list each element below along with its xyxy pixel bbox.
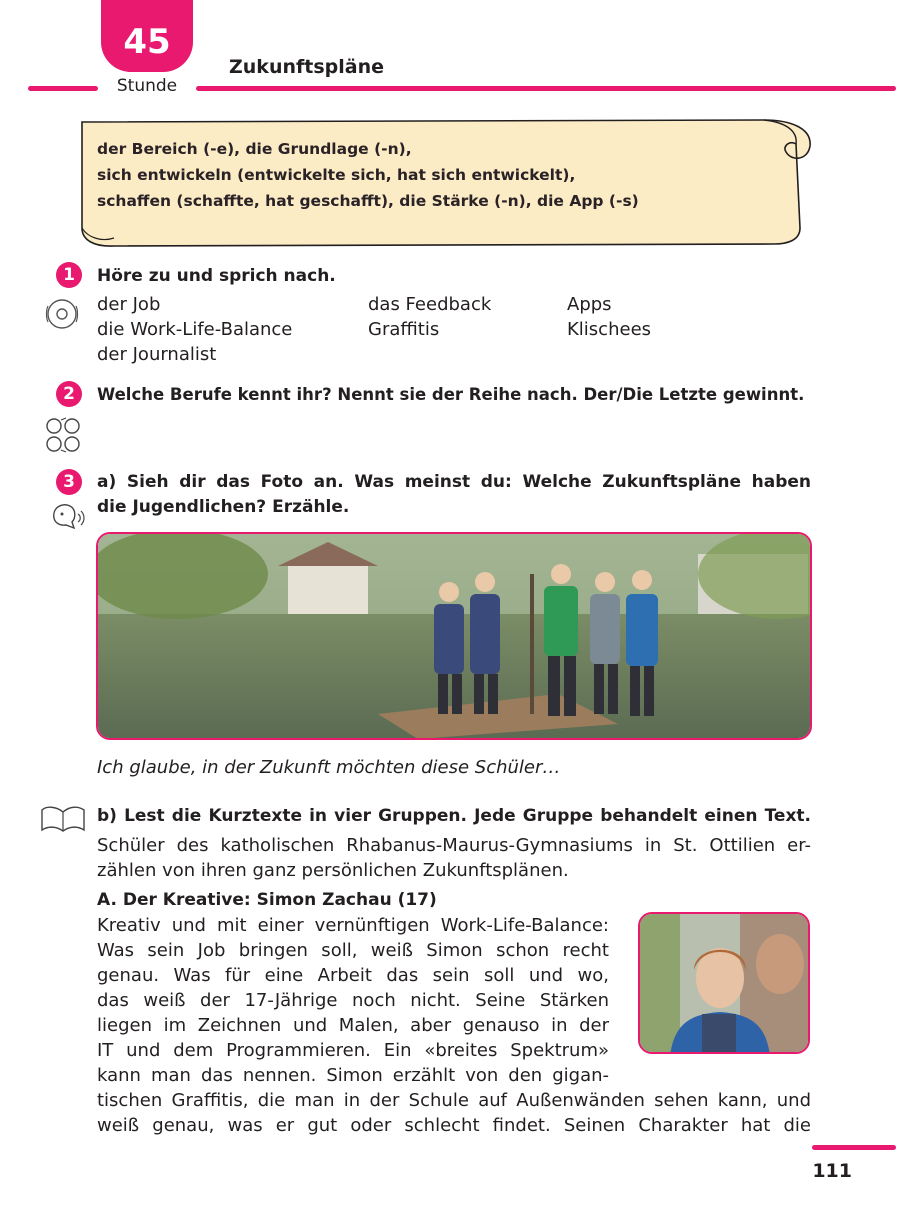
lesson-word: Stunde [116, 76, 178, 96]
audio-disc-icon [44, 296, 80, 332]
page-number: 111 [812, 1160, 852, 1182]
text-a-line-2: Was sein Job bringen soll, weiß Simon schon recht [97, 940, 609, 961]
exercise-3b-instruction: b) Lest die Kurztexte in vier Gruppen. Jede Gruppe behandelt einen Text. [97, 806, 811, 826]
word-3-1: der Journalist [97, 344, 217, 365]
exercise-1-instruction: Höre zu und sprich nach. [97, 266, 336, 286]
text-a-line-6: IT und dem Programmieren. Ein «breites Spektrum» [97, 1040, 609, 1061]
exercise-3a-line-1: a) Sieh dir das Foto an. Was meinst du: Welche Zukunftspläne haben [97, 472, 811, 492]
text-a-line-1: Kreativ und mit einer vernünftigen Work-Life-Balance: [97, 915, 609, 936]
text-a-line-9: weiß genau, was er gut oder schlecht findet. Seinen Charakter hat die [97, 1115, 811, 1136]
intro-line-1: Schüler des katholischen Rhabanus-Maurus-Gymnasiums in St. Ottilien er- [97, 835, 811, 856]
exercise-2-number: 2 [56, 381, 82, 407]
text-a-line-8: tischen Graffitis, die man in der Schule auf Außenwänden sehen kann, und [97, 1090, 811, 1111]
speaking-icon [48, 500, 86, 532]
text-a-heading: A. Der Kreative: Simon Zachau (17) [97, 890, 437, 910]
exercise-3a-line-2: die Jugendlichen? Erzähle. [97, 497, 350, 517]
exercise-1-number: 1 [56, 262, 82, 288]
word-2-2: Graffitis [368, 319, 440, 340]
word-1-3: Apps [567, 294, 612, 315]
word-1-2: das Feedback [368, 294, 492, 315]
footer-rule [812, 1145, 896, 1150]
simon-portrait-image [640, 914, 810, 1054]
group-talk-icon [42, 414, 84, 454]
word-2-1: die Work-Life-Balance [97, 319, 293, 340]
vocab-line-1: der Bereich (-e), die Grundlage (-n), [97, 140, 412, 158]
word-1-1: der Job [97, 294, 161, 315]
text-a-line-4: das weiß der 17-Jährige noch nicht. Seine Stärken [97, 990, 609, 1011]
vocab-line-2: sich entwickeln (entwickelte sich, hat sich entwickelt), [97, 166, 576, 184]
page-title: Zukunftspläne [229, 56, 384, 78]
vocab-line-3: schaffen (schaffte, hat geschafft), die Stärke (-n), die App (-s) [97, 192, 639, 210]
text-a-line-7: kann man das nennen. Simon erzählt von den gigan- [97, 1065, 609, 1086]
text-a-line-5: liegen im Zeichnen und Malen, aber genauso in der [97, 1015, 609, 1036]
group-photo-image [98, 534, 812, 740]
simon-portrait-photo [638, 912, 810, 1054]
exercise-2-instruction: Welche Berufe kennt ihr? Nennt sie der Reihe nach. Der/Die Letzte gewinnt. [97, 385, 805, 404]
text-a-line-3: genau. Was für eine Arbeit das sein soll und wo, [97, 965, 609, 986]
word-2-3: Klischees [567, 319, 652, 340]
header-rule-right [196, 86, 896, 91]
lesson-number: 45 [123, 22, 171, 62]
photo-caption: Ich glaube, in der Zukunft möchten diese Schüler… [97, 757, 561, 778]
open-book-icon [40, 804, 86, 834]
group-photo [96, 532, 812, 740]
exercise-3-number: 3 [56, 469, 82, 495]
header-rule-left [28, 86, 98, 91]
intro-line-2: zählen von ihren ganz persönlichen Zukunftsplänen. [97, 860, 569, 881]
